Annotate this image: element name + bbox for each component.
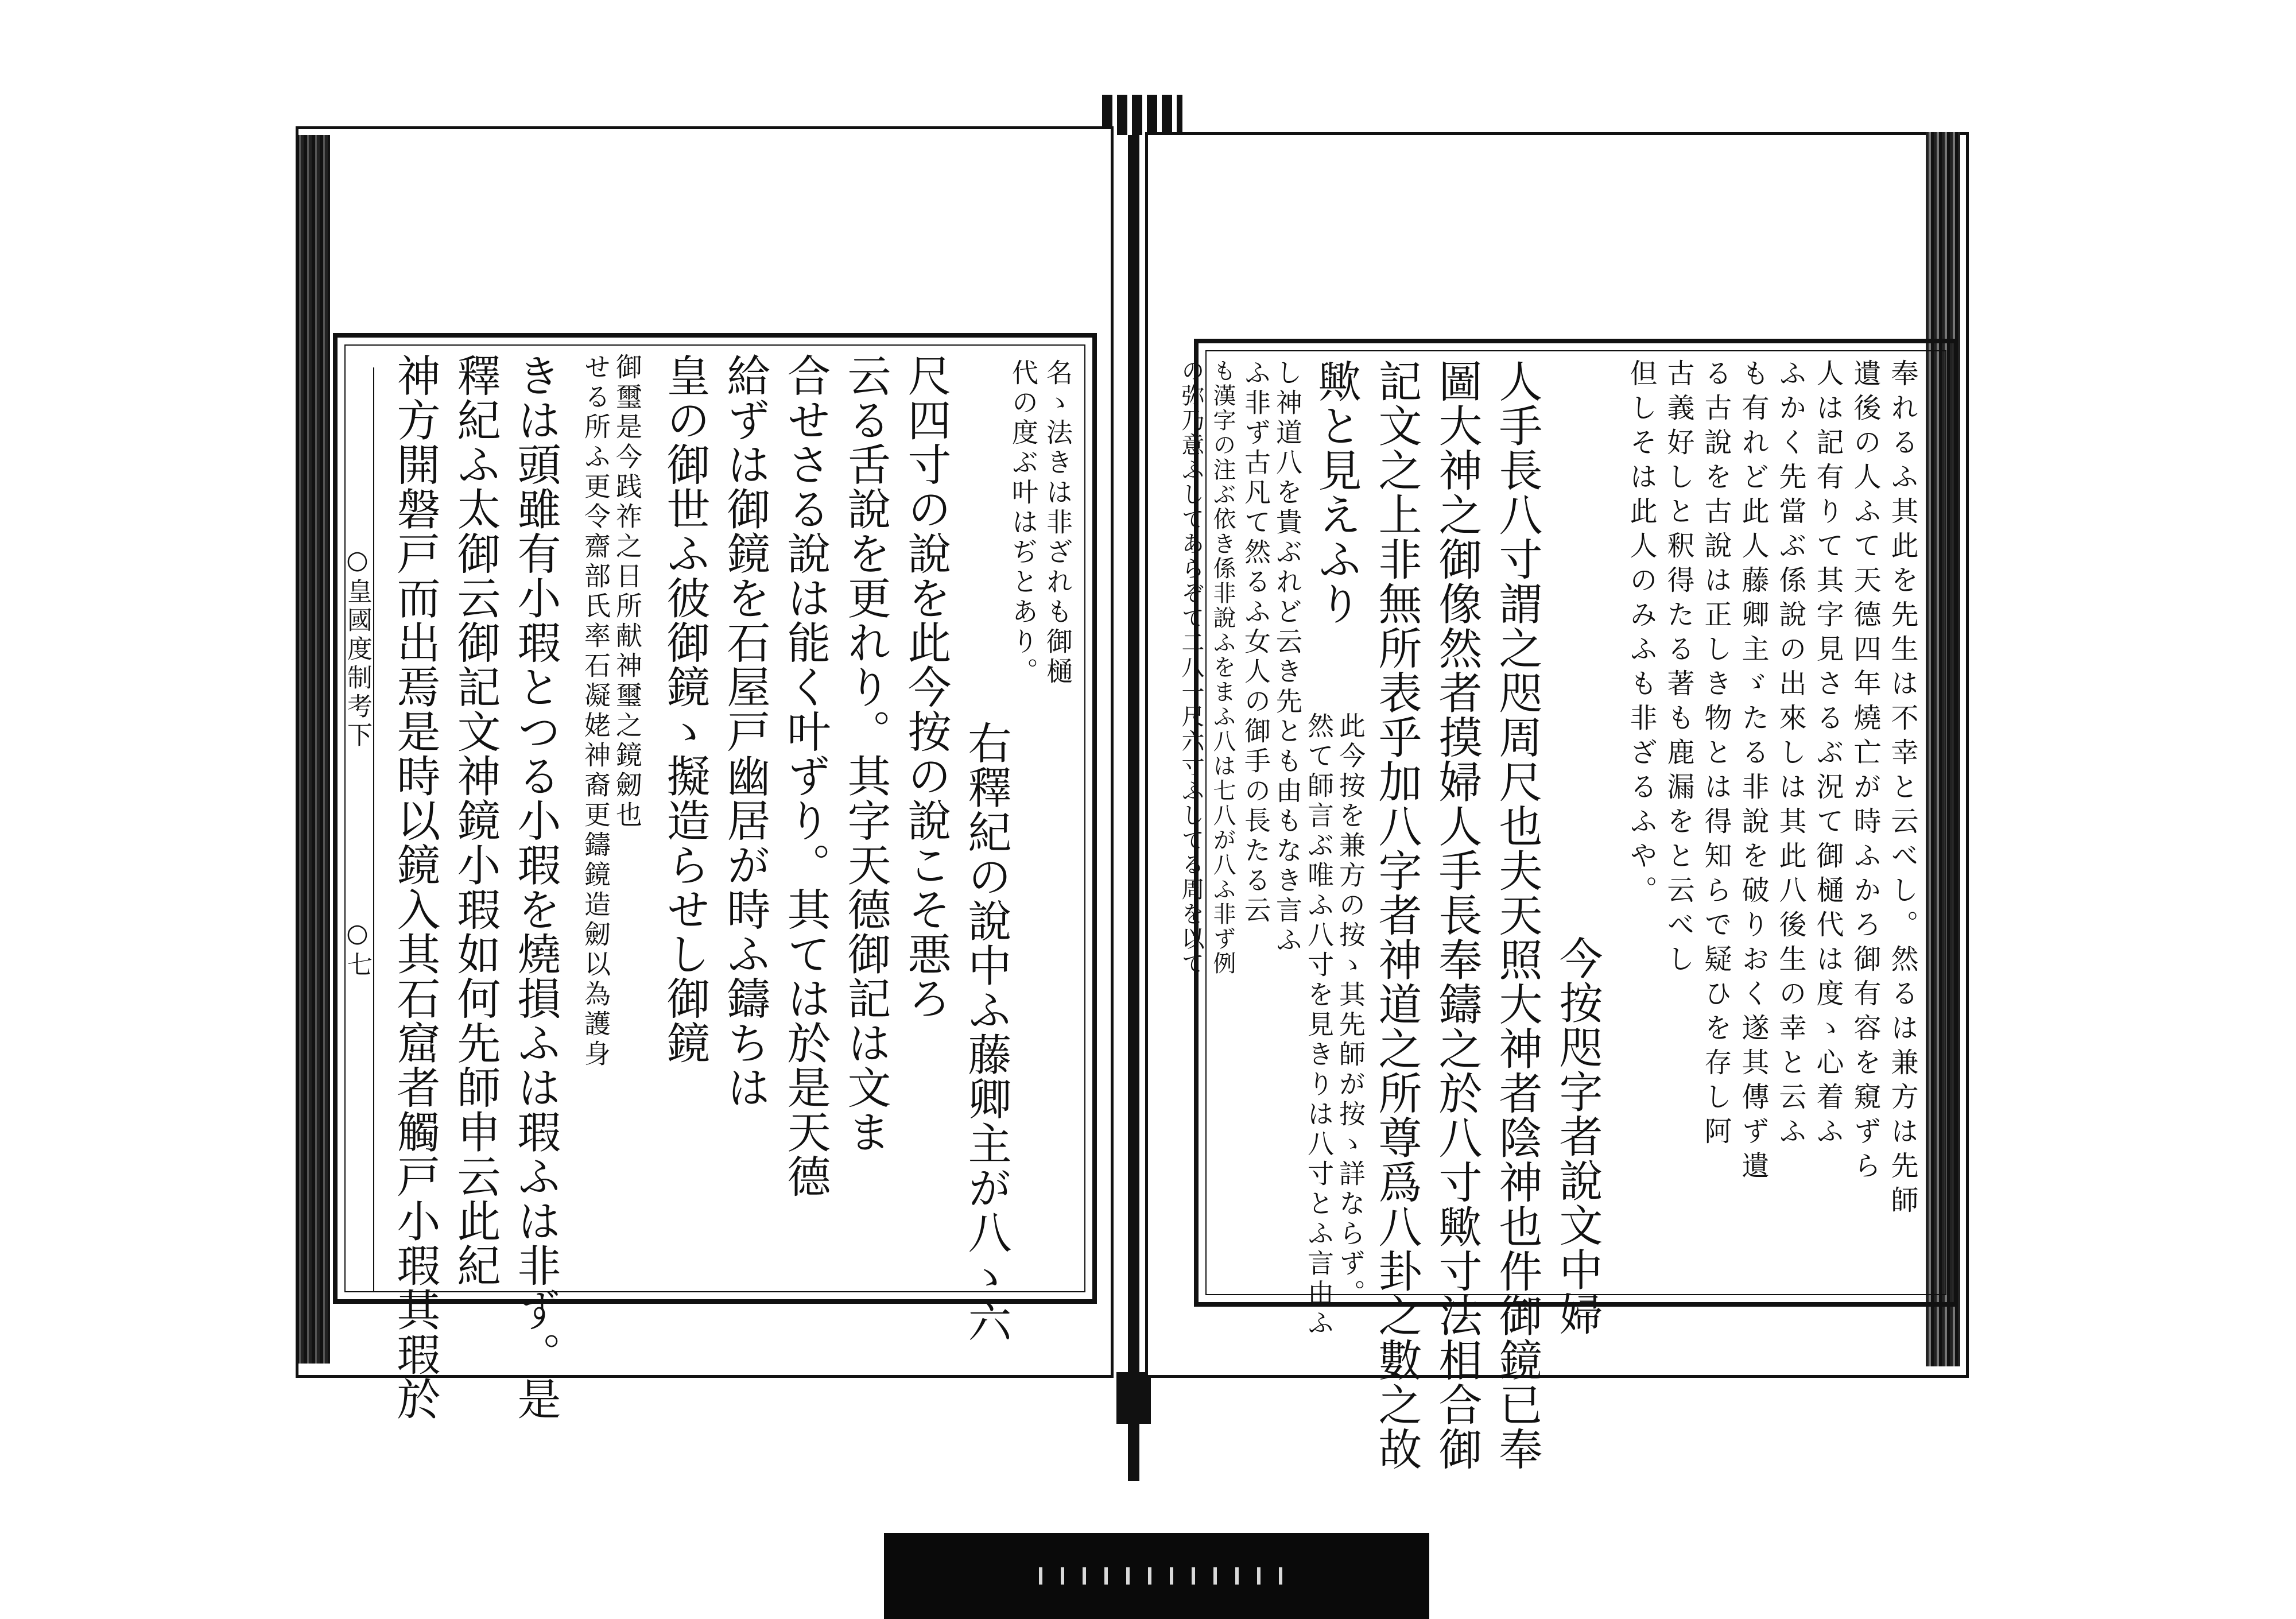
left-page-edge bbox=[296, 135, 330, 1364]
text-column: 合せさる說は能く叶ずり。其ては於是天德 bbox=[780, 353, 831, 1199]
text-column: る古說を古說は正しき物とは得知らで疑ひを存し阿 bbox=[1700, 359, 1732, 1151]
text-column: 遺後の人ふて天德四年燒亡が時ふかろ御有容を窺ずら bbox=[1849, 359, 1881, 1186]
binding-holes bbox=[1039, 1567, 1292, 1585]
note-column: も漢字の注ぶ依き係非說ふをまふ八は七八が八ふ非ず例 bbox=[1209, 359, 1236, 976]
text-column: 但しそは此人のみふも非ざるふや。 bbox=[1625, 359, 1657, 910]
text-column: 右釋紀の說中ふ藤卿主が八ゝ六 bbox=[961, 721, 1012, 1343]
page-number: ○七 bbox=[343, 919, 372, 980]
note-column: 然て師言ぶ唯ふ八寸を見きりは八寸とふ言由ふ bbox=[1304, 712, 1335, 1339]
text-column: 人は記有りて其字見さるぶ況て御樋代は度ゝ心着ふ bbox=[1812, 359, 1844, 1151]
note-column: ふ非ず古凡て然るふ女人の御手の長たる云 bbox=[1240, 359, 1271, 926]
text-column: 奉れるふ其此を先生は不幸と云べし。然るは兼方は先師 bbox=[1886, 359, 1918, 1220]
text-column: 尺四寸の說を此今按の說こそ悪ろ bbox=[901, 353, 952, 1021]
text-column: 圖大神之御像然者摸婦人手長奉鑄之於八寸歟寸法相合御 bbox=[1432, 359, 1483, 1471]
binding-bar bbox=[884, 1533, 1429, 1619]
text-column: 御璽是今践祚之日所献神璽之鏡劒也 bbox=[612, 353, 643, 831]
note-line: 代の度ぶ叶はぢとあり。 bbox=[1008, 359, 1039, 687]
gutter-line bbox=[1128, 115, 1139, 1481]
text-column: 古義好しと釈得たる著も鹿漏をと云べし bbox=[1662, 359, 1694, 979]
text-column: 記文之上非無所表乎加八字者神道之所尊爲八卦之數之故 bbox=[1371, 359, 1422, 1471]
text-column: 云る舌說を更れり。其字天德御記は文ま bbox=[840, 353, 891, 1154]
text-column: 皇の御世ふ彼御鏡ゝ擬造らせし御鏡 bbox=[660, 353, 711, 1065]
text-column: きは頭雖有小瑕とつる小瑕を燒損ふは瑕ふは非ず。是 bbox=[510, 353, 561, 1421]
text-column: 人手長八寸謂之咫周尺也夫天照大神者陰神也件御鏡已奉 bbox=[1492, 359, 1543, 1471]
note-column: 此今按を兼方の按ゝ其先師が按ゝ詳ならず。 bbox=[1335, 712, 1366, 1309]
text-column: 給ずは御鏡を石屋戸幽居が時ふ鑄ちは bbox=[720, 353, 771, 1110]
note-line: 名ゝ法きは非ざれも御樋 bbox=[1042, 359, 1073, 687]
text-column: 今按咫字者說文中婦 bbox=[1552, 936, 1603, 1337]
note-column: の弥乃意ふしてあらぞて二八一尺六寸ふしてる周を以て bbox=[1178, 359, 1204, 976]
text-column: 歟と見えふり bbox=[1311, 359, 1362, 626]
running-title: ○皇國度制考下 bbox=[343, 545, 372, 750]
text-column: ふかく先當ぶ係說の出來しは其此八後生の幸と云ふ bbox=[1774, 359, 1806, 1151]
binding-tab-bottom bbox=[1116, 1372, 1151, 1424]
text-column: も有れど此人藤卿主ゞたる非說を破りおく遂其傳ず遺 bbox=[1737, 359, 1769, 1186]
text-column: せる所ふ更令齋部氏率石凝姥神裔更鑄鏡造劒以為護身 bbox=[580, 353, 611, 1070]
binding-tab-top bbox=[1102, 95, 1182, 135]
text-column: 神方開磐戸而出焉是時以鏡入其石窟者觸戸小瑕其瑕於 bbox=[390, 353, 441, 1421]
note-column: し神道八を貴ぶれど云き先とも由もなき言ふ bbox=[1272, 359, 1303, 956]
text-column: 釋紀ふ太御云御記文神鏡小瑕如何先師申云此紀 bbox=[450, 353, 501, 1288]
